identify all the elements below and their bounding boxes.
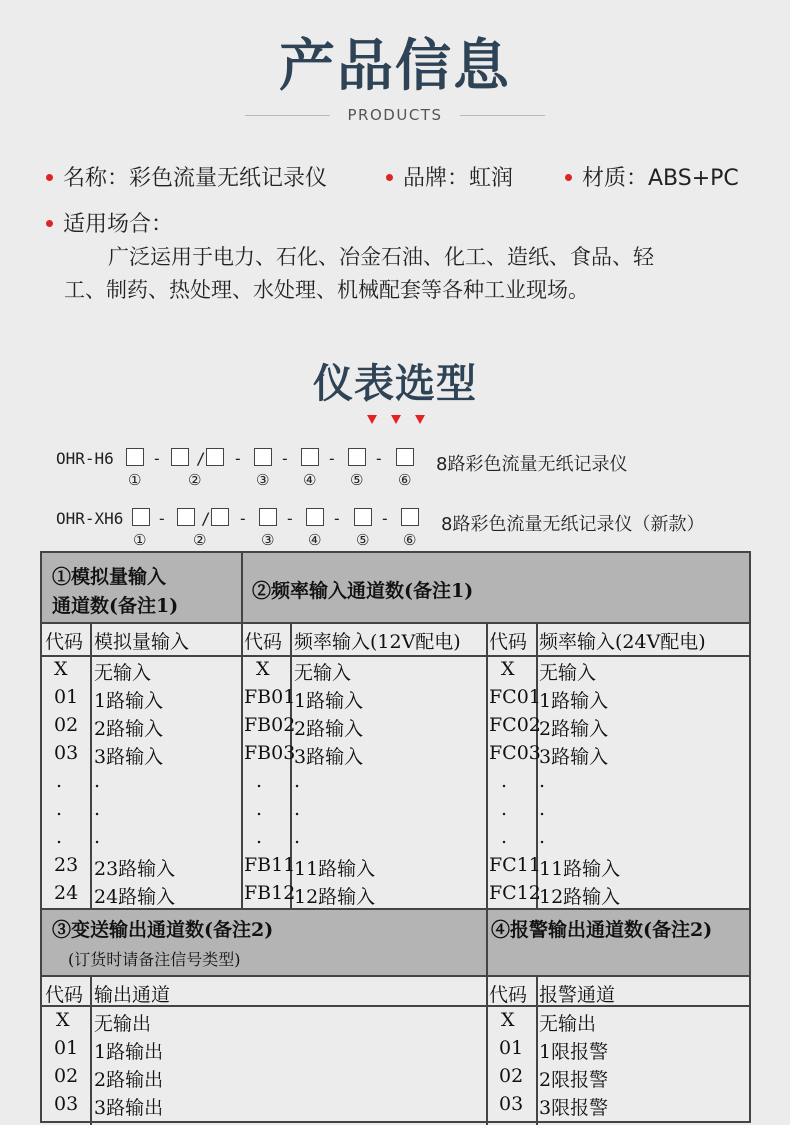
t1-code-a: 24 [54, 882, 79, 904]
info-name-text: 名称：彩色流量无纸记录仪 [63, 166, 328, 191]
t1-code-b: FB02 [244, 714, 296, 736]
code-box [396, 448, 414, 466]
t1-val-a: . [94, 770, 101, 792]
bullet-dot-icon [386, 174, 393, 181]
t1-val-a: 1路输入 [94, 690, 164, 712]
col-out: 输出通道 [94, 984, 171, 1006]
dash: - [285, 509, 295, 528]
t2-code-b: 01 [499, 1037, 524, 1059]
t2-val-a: 1路输出 [94, 1041, 164, 1063]
t1-code-a: X [54, 658, 68, 680]
bullet-dot-icon [46, 174, 53, 181]
mark-1: ① [128, 471, 142, 489]
t1-code-a: 03 [54, 742, 79, 764]
t1-code-c: FC03 [489, 742, 541, 764]
col-code: 代码 [489, 631, 528, 653]
t1-code-a: . [56, 770, 63, 792]
dash: - [327, 449, 337, 468]
sec2-title: ②频率输入通道数(备注1) [252, 580, 474, 602]
row-line [42, 622, 749, 624]
col-line [486, 622, 488, 908]
t1-val-a: . [94, 826, 101, 848]
mark-4: ④ [303, 471, 317, 489]
code-box [171, 448, 189, 466]
t1-code-c: . [501, 770, 508, 792]
col-f24: 频率输入(24V配电) [539, 631, 706, 653]
t1-val-a: . [94, 798, 101, 820]
t2-code-b: X [501, 1009, 515, 1031]
row-line [42, 655, 749, 657]
t2-val-b: 1限报警 [539, 1041, 609, 1063]
t1-code-b: FB12 [244, 882, 296, 904]
model-code-2: OHR-XH6 [56, 509, 124, 528]
usage-line-1: 广泛运用于电力、石化、冶金石油、化工、造纸、食品、轻 [108, 245, 654, 269]
dash: - [233, 449, 243, 468]
t2-code-b: 03 [499, 1093, 524, 1115]
triangle-down-icon [415, 415, 425, 424]
t1-val-a: 3路输入 [94, 746, 164, 768]
mark-5: ⑤ [350, 471, 364, 489]
row-line [42, 975, 749, 977]
t1-code-a: 23 [54, 854, 79, 876]
mark-4: ④ [308, 531, 322, 549]
t1-val-b: 11路输入 [294, 858, 376, 880]
t1-code-b: . [256, 770, 263, 792]
col-line [486, 908, 488, 1125]
t2-val-a: 无输出 [94, 1013, 152, 1035]
t1-code-a: 01 [54, 686, 79, 708]
col-line [90, 622, 92, 908]
t1-code-b: X [256, 658, 270, 680]
col-f12: 频率输入(12V配电) [294, 631, 461, 653]
t1-val-c: 12路输入 [539, 886, 621, 908]
t1-val-a: 23路输入 [94, 858, 176, 880]
t2-val-b: 3限报警 [539, 1097, 609, 1119]
t1-code-c: FC01 [489, 686, 541, 708]
usage-line-2: 工、制药、热处理、水处理、机械配套等各种工业现场。 [64, 278, 589, 302]
slash: / [201, 509, 211, 528]
page-title: 产品信息 [279, 34, 511, 99]
info-brand [386, 161, 513, 192]
code-box [354, 508, 372, 526]
triangle-down-icon [367, 415, 377, 424]
t1-val-b: 3路输入 [294, 746, 364, 768]
t1-code-c: FC12 [489, 882, 541, 904]
t1-code-c: . [501, 798, 508, 820]
t1-code-a: . [56, 798, 63, 820]
t1-val-b: . [294, 770, 301, 792]
t1-code-c: X [501, 658, 515, 680]
t1-code-a: . [56, 826, 63, 848]
info-brand-text: 品牌：虹润 [403, 166, 514, 191]
bullet-dot-icon [565, 174, 572, 181]
sec4-title: ④报警输出通道数(备注2) [491, 919, 713, 941]
col-analog: 模拟量输入 [94, 631, 190, 653]
t1-code-b: FB03 [244, 742, 296, 764]
t1-val-b: . [294, 826, 301, 848]
triangle-down-icon [391, 415, 401, 424]
mark-2: ② [188, 471, 202, 489]
t1-code-a: 02 [54, 714, 79, 736]
sec1-title-line1: ①模拟量输入 [52, 566, 167, 588]
t1-val-b: 无输入 [294, 662, 352, 684]
col-alarm: 报警通道 [539, 984, 616, 1006]
info-material-text: 材质：ABS+PC [582, 166, 739, 191]
code-box [211, 508, 229, 526]
code-box [259, 508, 277, 526]
code-box [254, 448, 272, 466]
dash: - [332, 509, 342, 528]
dash: - [380, 509, 390, 528]
t2-val-a: 3路输出 [94, 1097, 164, 1119]
col-code: 代码 [489, 984, 528, 1006]
mark-6: ⑥ [403, 531, 417, 549]
mark-3: ③ [256, 471, 270, 489]
page-subtitle: PRODUCTS [347, 106, 443, 124]
t1-val-b: 12路输入 [294, 886, 376, 908]
dash: - [374, 449, 384, 468]
code-box [206, 448, 224, 466]
dash: - [280, 449, 290, 468]
t2-val-a: 2路输出 [94, 1069, 164, 1091]
info-usage-label-text: 适用场合： [63, 212, 174, 237]
mark-5: ⑤ [356, 531, 370, 549]
code-box [132, 508, 150, 526]
slash: / [196, 449, 206, 468]
col-line [241, 553, 243, 908]
sec3-note: (订货时请备注信号类型) [68, 950, 241, 969]
t2-code-a: 03 [54, 1093, 79, 1115]
t1-code-b: . [256, 826, 263, 848]
col-code: 代码 [45, 984, 84, 1006]
selection-table [40, 551, 751, 1123]
model-code-1: OHR-H6 [56, 449, 114, 468]
t2-code-a: 02 [54, 1065, 79, 1087]
t2-code-b: 02 [499, 1065, 524, 1087]
t1-val-c: 1路输入 [539, 690, 609, 712]
t1-val-c: 11路输入 [539, 858, 621, 880]
t1-code-b: FB01 [244, 686, 296, 708]
t1-val-c: . [539, 798, 546, 820]
t1-val-b: 2路输入 [294, 718, 364, 740]
t2-val-b: 无输出 [539, 1013, 597, 1035]
t1-val-b: . [294, 798, 301, 820]
divider-right [460, 115, 545, 116]
t1-val-a: 2路输入 [94, 718, 164, 740]
t2-code-a: 01 [54, 1037, 79, 1059]
model-desc-2: 8路彩色流量无纸记录仪（新款） [441, 514, 705, 535]
code-box [401, 508, 419, 526]
sec3-title: ③变送输出通道数(备注2) [52, 919, 274, 941]
t1-code-b: FB11 [244, 854, 296, 876]
col-line [536, 975, 538, 1125]
t1-val-b: 1路输入 [294, 690, 364, 712]
dash: - [238, 509, 248, 528]
col-code: 代码 [244, 631, 283, 653]
t2-code-a: X [56, 1009, 70, 1031]
mark-3: ③ [261, 531, 275, 549]
t1-code-c: . [501, 826, 508, 848]
t1-val-c: 3路输入 [539, 746, 609, 768]
selection-title: 仪表选型 [313, 361, 477, 407]
mark-1: ① [133, 531, 147, 549]
t1-code-c: FC02 [489, 714, 541, 736]
info-name [46, 161, 327, 192]
t1-code-b: . [256, 798, 263, 820]
t2-val-b: 2限报警 [539, 1069, 609, 1091]
info-usage-label [46, 207, 173, 238]
t1-val-c: 2路输入 [539, 718, 609, 740]
sec1-title-line2: 通道数(备注1) [52, 595, 179, 617]
code-box [301, 448, 319, 466]
col-line [90, 975, 92, 1125]
bullet-dot-icon [46, 220, 53, 227]
code-box [177, 508, 195, 526]
mark-6: ⑥ [398, 471, 412, 489]
t1-code-c: FC11 [489, 854, 541, 876]
code-box [348, 448, 366, 466]
col-code: 代码 [45, 631, 84, 653]
mark-2: ② [193, 531, 207, 549]
t1-val-c: 无输入 [539, 662, 597, 684]
code-box [306, 508, 324, 526]
info-material [565, 161, 739, 192]
t1-val-a: 24路输入 [94, 886, 176, 908]
code-box [126, 448, 144, 466]
dash: - [157, 509, 167, 528]
t1-val-c: . [539, 770, 546, 792]
t1-val-c: . [539, 826, 546, 848]
dash: - [152, 449, 162, 468]
t1-val-a: 无输入 [94, 662, 152, 684]
model-desc-1: 8路彩色流量无纸记录仪 [436, 454, 628, 475]
